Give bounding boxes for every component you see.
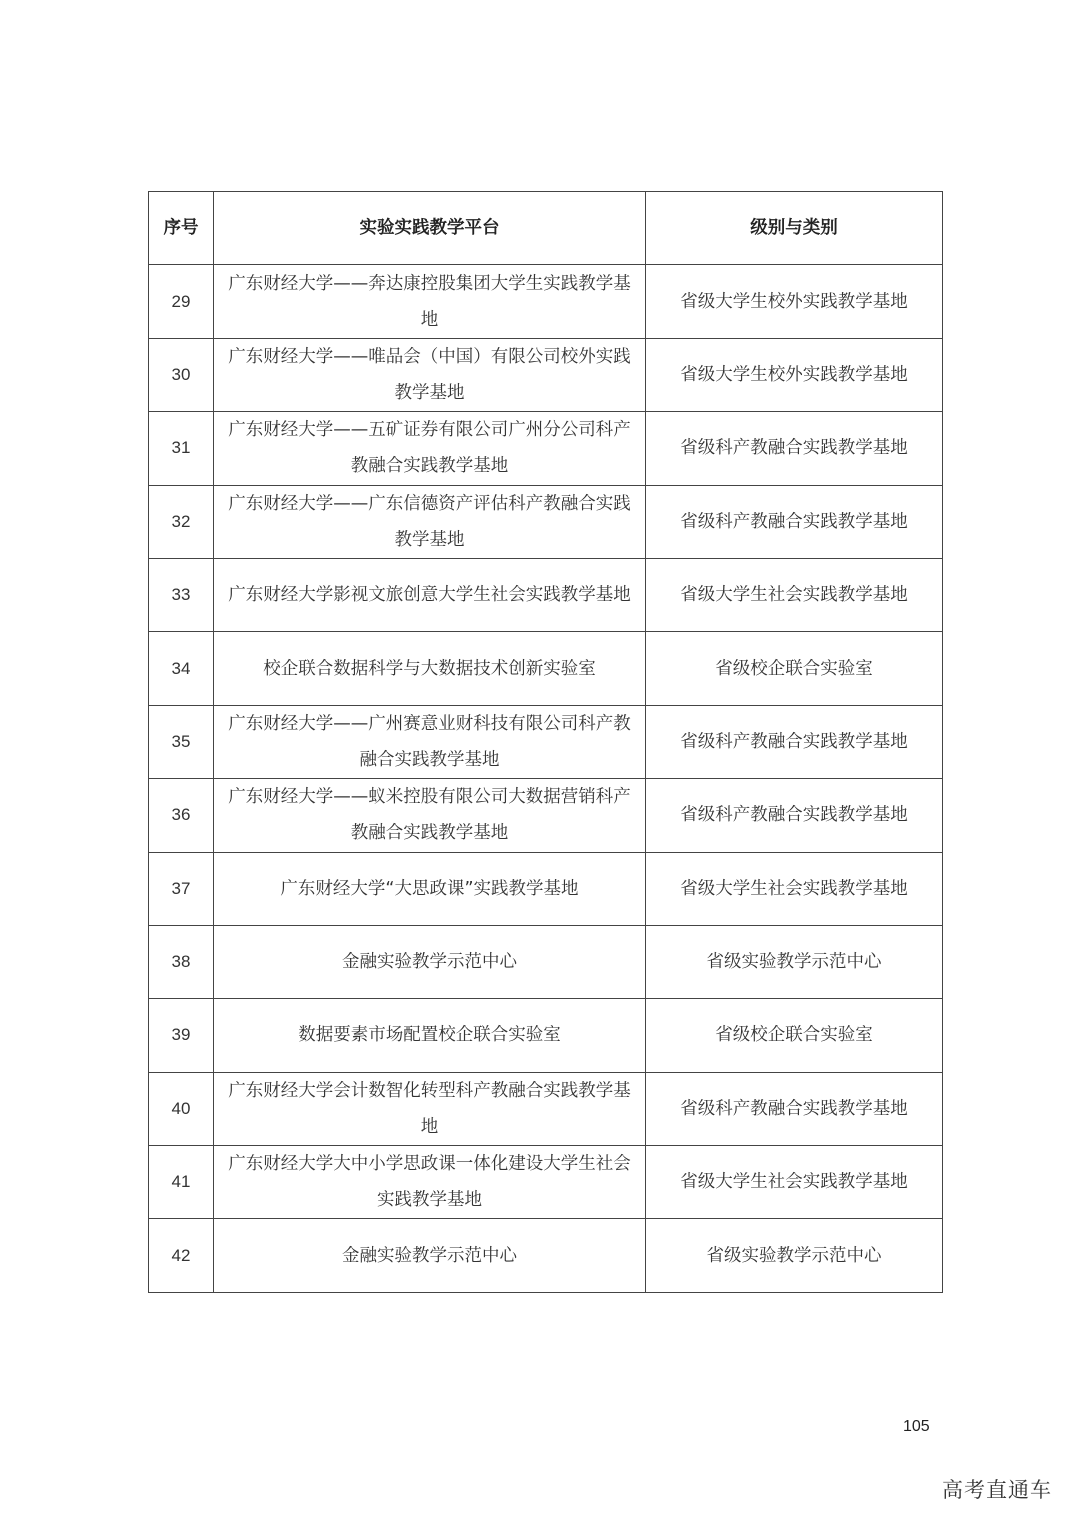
platform-category: 省级大学生校外实践教学基地 [646,265,943,338]
row-number: 42 [149,1219,214,1292]
platform-category: 省级实验教学示范中心 [646,1219,943,1292]
table-row [149,265,943,338]
row-number: 32 [149,485,214,558]
platform-name: 广东财经大学大中小学思政课一体化建设大学生社会实践教学基地 [214,1146,646,1219]
row-number: 35 [149,705,214,778]
table-row [149,1072,943,1145]
table-header-row [149,192,943,265]
row-number: 36 [149,779,214,852]
table-row [149,779,943,852]
platform-name: 广东财经大学——广东信德资产评估科产教融合实践教学基地 [214,485,646,558]
table-row [149,925,943,998]
row-number: 38 [149,925,214,998]
table-row [149,338,943,411]
table-row [149,558,943,631]
platform-name: 金融实验教学示范中心 [214,925,646,998]
platform-category: 省级科产教融合实践教学基地 [646,485,943,558]
platform-name: 金融实验教学示范中心 [214,1219,646,1292]
table-row [149,1219,943,1292]
platform-category: 省级大学生校外实践教学基地 [646,338,943,411]
row-number: 33 [149,558,214,631]
platform-name: 广东财经大学会计数智化转型科产教融合实践教学基地 [214,1072,646,1145]
platform-category: 省级大学生社会实践教学基地 [646,558,943,631]
platform-category: 省级科产教融合实践教学基地 [646,412,943,485]
platform-name: 数据要素市场配置校企联合实验室 [214,999,646,1072]
platform-category: 省级实验教学示范中心 [646,925,943,998]
platform-category: 省级校企联合实验室 [646,632,943,705]
table-row [149,1146,943,1219]
row-number: 34 [149,632,214,705]
platform-category: 省级科产教融合实践教学基地 [646,779,943,852]
row-number: 39 [149,999,214,1072]
table-row [149,412,943,485]
row-number: 40 [149,1072,214,1145]
platform-category: 省级校企联合实验室 [646,999,943,1072]
row-number: 29 [149,265,214,338]
platform-name: 广东财经大学——唯品会（中国）有限公司校外实践教学基地 [214,338,646,411]
table-row [149,705,943,778]
platform-category: 省级科产教融合实践教学基地 [646,705,943,778]
header-no: 序号 [149,192,214,265]
platform-name: 广东财经大学——蚁米控股有限公司大数据营销科产教融合实践教学基地 [214,779,646,852]
row-number: 30 [149,338,214,411]
platform-name: 广东财经大学——五矿证券有限公司广州分公司科产教融合实践教学基地 [214,412,646,485]
platform-name: 广东财经大学影视文旅创意大学生社会实践教学基地 [214,558,646,631]
platform-category: 省级科产教融合实践教学基地 [646,1072,943,1145]
table-row [149,485,943,558]
platform-name: 校企联合数据科学与大数据技术创新实验室 [214,632,646,705]
table-row [149,632,943,705]
header-category: 级别与类别 [646,192,943,265]
platform-name: 广东财经大学“大思政课”实践教学基地 [214,852,646,925]
row-number: 31 [149,412,214,485]
platform-category: 省级大学生社会实践教学基地 [646,852,943,925]
platform-table [148,191,943,1293]
header-platform: 实验实践教学平台 [214,192,646,265]
watermark: 高考直通车 [942,1478,1052,1502]
table-row [149,999,943,1072]
platform-name: 广东财经大学——广州赛意业财科技有限公司科产教融合实践教学基地 [214,705,646,778]
row-number: 41 [149,1146,214,1219]
table-row [149,852,943,925]
platform-name: 广东财经大学——奔达康控股集团大学生实践教学基地 [214,265,646,338]
platform-category: 省级大学生社会实践教学基地 [646,1146,943,1219]
row-number: 37 [149,852,214,925]
page-number: 105 [903,1418,930,1435]
